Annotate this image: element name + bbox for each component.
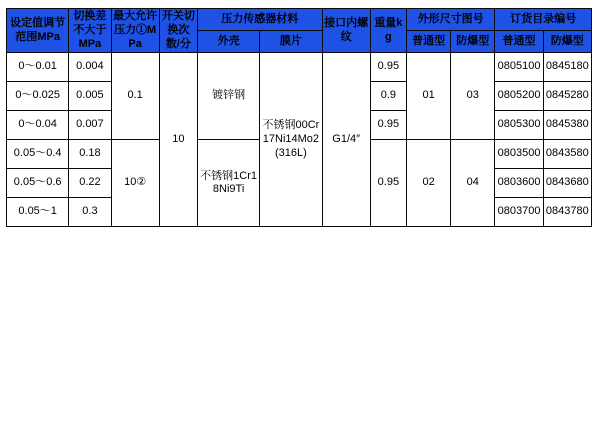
cell-switch-diff: 0.22 [69,169,111,198]
header-order-catalog: 订货目录编号 [495,9,592,31]
cell-order-normal: 0805200 [495,82,543,111]
cell-dimension-explosion-bottom: 04 [451,140,495,227]
header-sensor-material: 压力传感器材料 [197,9,322,31]
header-row-1 [7,9,592,31]
table-body [7,53,592,227]
cell-set-range: 0.05～0.4 [7,140,69,169]
cell-order-explosion: 0845180 [543,53,591,82]
cell-dimension-explosion-top: 03 [451,53,495,140]
cell-switch-count: 10 [159,53,197,227]
header-order-normal: 普通型 [495,31,543,53]
cell-weight: 0.9 [370,82,406,111]
table-header [7,9,592,53]
header-dimension-normal: 普通型 [406,31,450,53]
table-row [7,53,592,82]
header-connection: 接口内螺纹 [322,9,370,53]
cell-switch-diff: 0.18 [69,140,111,169]
cell-set-range: 0.05～1 [7,198,69,227]
cell-set-range: 0～0.04 [7,111,69,140]
cell-set-range: 0～0.025 [7,82,69,111]
cell-order-explosion: 0843780 [543,198,591,227]
cell-order-explosion: 0845380 [543,111,591,140]
header-order-explosion: 防爆型 [543,31,591,53]
cell-order-normal: 0803700 [495,198,543,227]
header-dimension-explosion: 防爆型 [451,31,495,53]
cell-switch-diff: 0.005 [69,82,111,111]
cell-order-explosion: 0843680 [543,169,591,198]
cell-order-normal: 0805300 [495,111,543,140]
cell-shell-top: 镀锌钢 [197,53,259,140]
header-switch-diff: 切换差不大于MPa [69,9,111,53]
header-max-pressure: 最大允许压力①MPa [111,9,159,53]
cell-switch-diff: 0.004 [69,53,111,82]
cell-set-range: 0～0.01 [7,53,69,82]
cell-order-explosion: 0843580 [543,140,591,169]
header-diaphragm: 膜片 [260,31,322,53]
header-weight: 重量kg [370,9,406,53]
cell-dimension-normal-top: 01 [406,53,450,140]
cell-diaphragm: 不锈钢00Cr17Ni14Mo2(316L) [260,53,322,227]
cell-weight: 0.95 [370,53,406,82]
header-shell: 外壳 [197,31,259,53]
cell-shell-bottom: 不锈钢1Cr18Ni9Ti [197,140,259,227]
cell-switch-diff: 0.3 [69,198,111,227]
cell-max-pressure-top: 0.1 [111,53,159,140]
cell-connection: G1/4″ [322,53,370,227]
cell-weight: 0.95 [370,111,406,140]
cell-order-normal: 0803500 [495,140,543,169]
header-switch-count: 开关切换次数/分 [159,9,197,53]
cell-order-normal: 0805100 [495,53,543,82]
header-set-range: 设定值调节范围MPa [7,9,69,53]
cell-set-range: 0.05～0.6 [7,169,69,198]
spec-sheet [0,8,600,430]
cell-max-pressure-bottom: 10② [111,140,159,227]
header-dimension-drawing: 外形尺寸图号 [406,9,494,31]
cell-order-normal: 0803600 [495,169,543,198]
cell-dimension-normal-bottom: 02 [406,140,450,227]
cell-order-explosion: 0845280 [543,82,591,111]
cell-weight: 0.95 [370,140,406,227]
specification-table [6,8,592,227]
cell-switch-diff: 0.007 [69,111,111,140]
